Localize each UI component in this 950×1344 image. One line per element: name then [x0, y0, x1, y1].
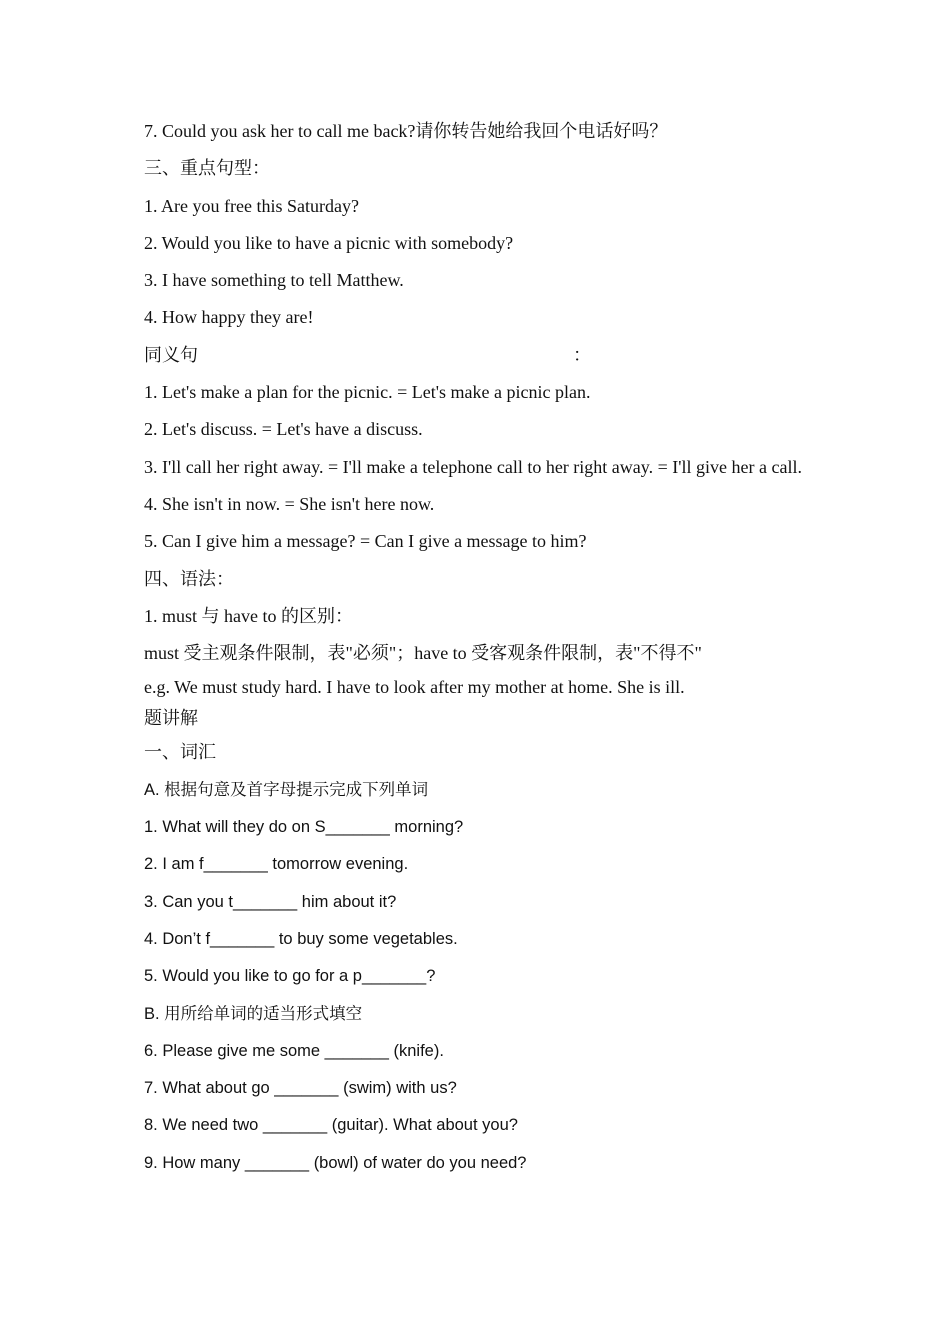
exercise-b-9: 9. How many _______ (bowl) of water do you need? — [144, 1153, 527, 1172]
pattern-3: 3. I have something to tell Matthew. — [144, 270, 404, 291]
vocab-heading: 一、词汇 — [144, 742, 216, 763]
pattern-2: 2. Would you like to have a picnic with somebody? — [144, 232, 514, 253]
sentence-7: 7. Could you ask her to call me back?请你转告她给我回个电话好吗？ — [144, 121, 668, 141]
exercise-a-5: 5. Would you like to go for a p_______? — [144, 967, 436, 986]
synonym-1: 1. Let's make a plan for the picnic. = Let's make a picnic plan. — [144, 382, 591, 403]
exercise-a-4: 4. Don’t f_______ to buy some vegetables. — [144, 929, 458, 948]
section-4-heading: 四、语法： — [144, 568, 234, 589]
synonym-heading: 同义句 — [144, 344, 198, 365]
exercise-b-6: 6. Please give me some _______ (knife). — [144, 1041, 444, 1060]
synonym-3: 3. I'll call her right away. = I'll make a telephone call to her right away. = I'll give her a call. — [144, 456, 802, 477]
exercise-a-2: 2. I am f_______ tomorrow evening. — [144, 855, 409, 874]
exercise-b-8: 8. We need two _______ (guitar). What about you? — [144, 1116, 518, 1135]
exercise-a-3: 3. Can you t_______ him about it? — [144, 892, 397, 911]
pattern-4: 4. How happy they are! — [144, 307, 314, 328]
exercise-b-7: 7. What about go _______ (swim) with us? — [144, 1079, 457, 1098]
section-a-heading: A. 根据句意及首字母提示完成下列单词 — [144, 780, 429, 799]
section-3-heading: 三、重点句型： — [144, 158, 270, 179]
section-b-heading: B. 用所给单词的适当形式填空 — [144, 1004, 363, 1023]
synonym-4: 4. She isn't in now. = She isn't here now. — [144, 493, 435, 514]
synonym-5: 5. Can I give him a message? = Can I give a message to him? — [144, 531, 587, 552]
document-content — [144, 113, 824, 1182]
grammar-example: e.g. We must study hard. I have to look after my mother at home. She is ill. — [144, 677, 685, 698]
explanation-heading: 题讲解 — [144, 708, 198, 729]
grammar-title: 1. must 与 have to 的区别： — [144, 605, 353, 626]
exercise-a-1: 1. What will they do on S_______ morning? — [144, 818, 464, 837]
synonym-heading-line — [144, 337, 824, 374]
synonym-2: 2. Let's discuss. = Let's have a discuss. — [144, 419, 423, 440]
synonym-colon: ： — [573, 344, 591, 365]
pattern-1: 1. Are you free this Saturday? — [144, 195, 359, 216]
grammar-rule: must 受主观条件限制，表"必须"；have to 受客观条件限制，表"不得不" — [144, 643, 702, 664]
